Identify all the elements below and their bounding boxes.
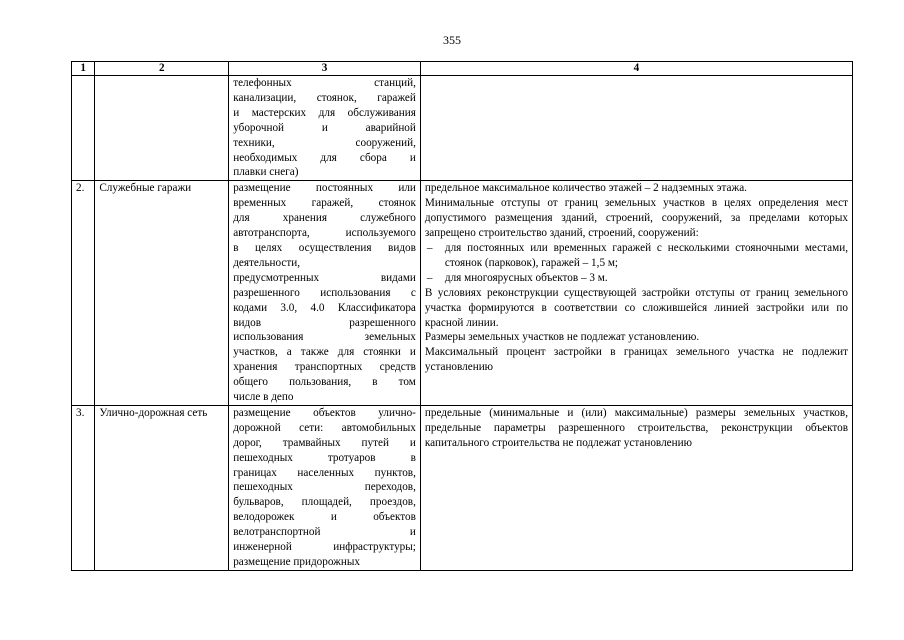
description-line: размещение постоянных или	[233, 182, 416, 195]
description-line: разрешенного использования с	[233, 286, 416, 299]
description-line: числе в депо	[233, 391, 294, 404]
dash-item-text: для постоянных или временных гаражей с несколькими стояночными местами, стоянок (парковок), гаражей – 1,5 м;	[444, 241, 848, 269]
description-line: использования земельных	[233, 331, 416, 344]
parameter-paragraph: Размеры земельных участков не подлежат установлению.	[424, 331, 700, 344]
description-line: необходимых для сбора и	[233, 151, 416, 164]
parameters-cell	[420, 405, 852, 570]
page-number: 355	[443, 33, 461, 47]
dash-marker: –	[426, 241, 433, 254]
use-type-name: Улично-дорожная сеть	[95, 405, 229, 570]
description-line: и мастерских для обслуживания	[233, 106, 416, 119]
description-line: размещение придорожных	[233, 556, 360, 568]
parameter-paragraph: предельное максимальное количество этажей – 2 надземных этажа.	[424, 182, 747, 195]
header-col-1: 1	[72, 62, 95, 76]
description-line: автотранспорта, используемого	[233, 227, 416, 240]
use-type-name: Служебные гаражи	[95, 181, 229, 406]
description-line: уборочной и аварийной	[233, 121, 416, 134]
dash-marker: –	[426, 271, 433, 284]
dash-item-text: для многоярусных объектов – 3 м.	[444, 271, 608, 284]
parameters-cell	[420, 181, 852, 406]
header-col-4: 4	[420, 62, 852, 76]
description-line: пешеходных переходов,	[233, 481, 416, 494]
description-line: велодорожек и объектов	[233, 511, 416, 524]
description-line: для хранения служебного	[233, 212, 416, 225]
dash-list-item	[425, 241, 848, 271]
parameters-cell	[420, 76, 852, 181]
description-line: велотранспортной и	[233, 526, 416, 539]
row-number	[72, 76, 95, 181]
description-line: предусмотренных видами	[233, 271, 416, 284]
header-col-2: 2	[95, 62, 229, 76]
description-line: плавки снега)	[233, 166, 299, 179]
parameter-paragraph: В условиях реконструкции существующей застройки отступы от границ земельного участка формируются в соответствии со сложившейся линией застройки или по красной линии.	[424, 286, 848, 329]
description-line: инженерной инфраструктуры;	[233, 541, 416, 554]
description-line: общего пользования, в том	[233, 376, 416, 389]
description-line: границах населенных пунктов,	[233, 466, 416, 479]
description-line: в целях осуществления видов	[233, 241, 416, 254]
description-line: бульваров, площадей, проездов,	[233, 496, 416, 509]
description-line: телефонных станций,	[233, 77, 416, 89]
use-description	[229, 76, 421, 181]
dash-list-item	[425, 271, 848, 286]
use-description	[229, 181, 421, 406]
row-number: 3.	[72, 405, 95, 570]
description-line: деятельности,	[233, 256, 301, 269]
header-col-3: 3	[229, 62, 421, 76]
description-line: видов разрешенного	[233, 316, 416, 329]
use-type-name	[95, 76, 229, 181]
description-line: дорог, трамвайных путей и	[233, 436, 416, 449]
table-row	[72, 405, 853, 570]
regulations-table	[71, 61, 853, 571]
description-line: пешеходных тротуаров в	[233, 451, 416, 464]
table-row	[72, 76, 853, 181]
description-line: кодами 3.0, 4.0 Классификатора	[233, 301, 416, 314]
table-header-row	[72, 62, 853, 76]
description-line: техники, сооружений,	[233, 136, 416, 149]
table-row	[72, 181, 853, 406]
use-description	[229, 405, 421, 570]
description-line: канализации, стоянок, гаражей	[233, 91, 416, 104]
description-line: хранения транспортных средств	[233, 361, 416, 374]
description-line: дорожной сети: автомобильных	[233, 421, 416, 434]
row-number: 2.	[72, 181, 95, 406]
parameter-paragraph: Минимальные отступы от границ земельных участков в целях определения мест допустимого размещения зданий, строений, сооружений, за пределами которых запрещено строительство зданий, строений, сооружений:	[424, 197, 848, 240]
description-line: размещение объектов улично-	[233, 406, 416, 419]
description-line: временных гаражей, стоянок	[233, 197, 416, 210]
description-line: участков, а также для стоянки и	[233, 346, 416, 359]
parameter-paragraph: предельные (минимальные и (или) максимальные) размеры земельных участков, предельные параметры разрешенного строительства, реконструкции объектов капитального строительства не подлежат установлению	[424, 406, 848, 449]
parameter-paragraph: Максимальный процент застройки в границах земельного участка не подлежит установлению	[424, 346, 848, 374]
